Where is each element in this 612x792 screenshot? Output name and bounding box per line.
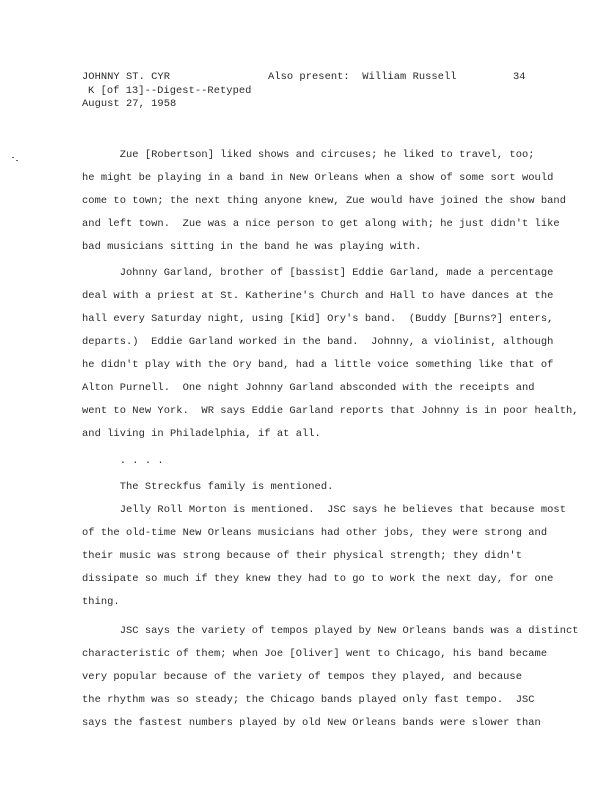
text-line: bad musicians sitting in the band he was playing with. xyxy=(82,241,422,253)
text-line: Alton Purnell. One night Johnny Garland absconded with the receipts and xyxy=(82,382,535,394)
text-line: deal with a priest at St. Katherine's Church and Hall to have dances at the xyxy=(82,290,554,302)
text-line: of the old-time New Orleans musicians had other jobs, they were strong and xyxy=(82,527,548,539)
scan-speck xyxy=(16,160,18,161)
text-line: went to New York. WR says Eddie Garland reports that Johnny is in poor health, xyxy=(82,405,579,417)
text-line: says the fastest numbers played by old New Orleans bands were slower than xyxy=(82,717,541,729)
scan-speck xyxy=(12,157,14,158)
text-line: characteristic of them; when Joe [Oliver] went to Chicago, his band became xyxy=(82,648,548,660)
text-line: dissipate so much if they knew they had to go to work the next day, for one xyxy=(82,573,554,585)
text-line: . . . . xyxy=(82,455,164,467)
text-line: the rhythm was so steady; the Chicago bands played only fast tempo. JSC xyxy=(82,694,535,706)
text-line: come to town; the next thing anyone knew, Zue would have joined the show band xyxy=(82,195,566,207)
interview-date: August 27, 1958 xyxy=(82,98,177,110)
text-line: Zue [Robertson] liked shows and circuses; he liked to travel, too; xyxy=(82,149,535,161)
reel-info: K [of 13]--Digest--Retyped xyxy=(88,85,252,97)
also-present: Also present: William Russell xyxy=(268,71,457,83)
interviewee-name: JOHNNY ST. CYR xyxy=(82,71,170,83)
text-line: he might be playing in a band in New Orleans when a show of some sort would xyxy=(82,172,554,184)
text-line: Jelly Roll Morton is mentioned. JSC says he believes that because most xyxy=(82,504,566,516)
text-line: he didn't play with the Ory band, had a little voice something like that of xyxy=(82,359,554,371)
text-line: JSC says the variety of tempos played by New Orleans bands was a distinct xyxy=(82,625,579,637)
text-line: very popular because of the variety of tempos they played, and because xyxy=(82,671,522,683)
text-line: and left town. Zue was a nice person to get along with; he just didn't like xyxy=(82,218,560,230)
text-line: hall every Saturday night, using [Kid] Ory's band. (Buddy [Burns?] enters, xyxy=(82,313,554,325)
page-number: 34 xyxy=(513,71,526,83)
text-line: thing. xyxy=(82,596,120,608)
text-line: The Streckfus family is mentioned. xyxy=(82,481,334,493)
text-line: their music was strong because of their physical strength; they didn't xyxy=(82,550,522,562)
text-line: departs.) Eddie Garland worked in the band. Johnny, a violinist, although xyxy=(82,336,554,348)
text-line: and living in Philadelphia, if at all. xyxy=(82,428,321,440)
text-line: Johnny Garland, brother of [bassist] Eddie Garland, made a percentage xyxy=(82,267,554,279)
